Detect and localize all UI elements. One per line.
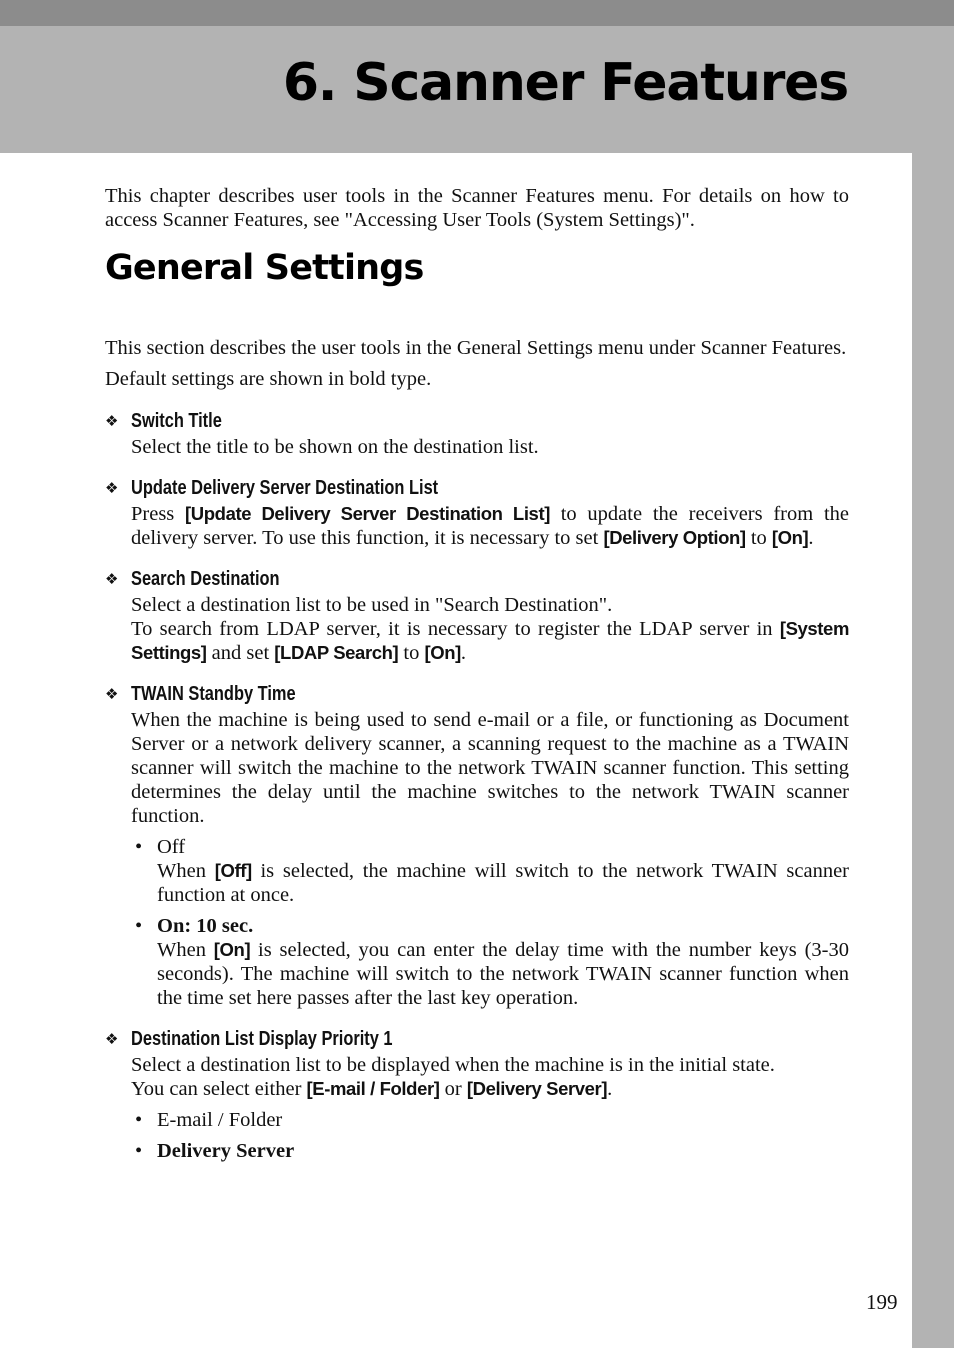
setting-description-ldap: To search from LDAP server, it is necessary to register the LDAP server in [System Settings] and set [LDAP Search] to [On]. <box>131 618 849 664</box>
key-email-folder: [E-mail / Folder] <box>306 1078 440 1099</box>
key-off: [Off] <box>214 860 252 881</box>
setting-description-options: You can select either [E-mail / Folder] or [Delivery Server]. <box>131 1078 613 1100</box>
option-delivery-server <box>131 1139 849 1163</box>
option-on-10-sec <box>131 914 849 1010</box>
diamond-icon: ❖ <box>105 479 119 497</box>
setting-description: When the machine is being used to send e-mail or a file, or functioning as Document Server or a network delivery scanner, a scanning request to the machine as a TWAIN scanner will switch the machine to the network TWAIN scanner function. This setting determines the delay until the machine switches to the network TWAIN scanner function. <box>131 709 849 827</box>
chapter-title: 6. Scanner Features <box>282 53 848 113</box>
setting-description: Select the title to be shown on the destination list. <box>131 436 539 458</box>
section-intro: This section describes the user tools in the General Settings menu under Scanner Features. <box>105 337 847 359</box>
default-settings-note: Default settings are shown in bold type. <box>105 368 432 390</box>
diamond-icon: ❖ <box>105 570 119 588</box>
diamond-icon: ❖ <box>105 412 119 430</box>
option-list <box>131 835 849 1010</box>
setting-title: Search Destination <box>131 568 280 590</box>
setting-update-delivery-server <box>105 476 849 550</box>
setting-twain-standby-time <box>105 682 849 1010</box>
option-description: When [Off] is selected, the machine will switch to the network TWAIN scanner function at once. <box>157 860 849 906</box>
chapter-header-band <box>0 26 954 153</box>
bullet-icon: • <box>135 1109 143 1131</box>
option-label-default: On: 10 sec. <box>157 915 254 937</box>
key-system-settings: [System Settings] <box>131 618 849 663</box>
key-delivery-server: [Delivery Server] <box>466 1078 608 1099</box>
bullet-icon: • <box>135 915 143 937</box>
setting-title: TWAIN Standby Time <box>131 683 296 705</box>
section-title: General Settings <box>105 248 424 288</box>
option-off <box>131 835 849 907</box>
setting-title: Update Delivery Server Destination List <box>131 477 439 499</box>
key-on: [On] <box>771 527 809 548</box>
option-description: When [On] is selected, you can enter the delay time with the number keys (3-30 seconds). The machine will switch to the network TWAIN scanner function when the time set here passes after the last key operation. <box>157 939 850 1009</box>
key-on: [On] <box>424 642 461 663</box>
bullet-icon: • <box>135 1140 143 1162</box>
top-bar <box>0 0 954 26</box>
page-number: 199 <box>866 1290 898 1314</box>
diamond-icon: ❖ <box>105 685 119 703</box>
option-email-folder <box>131 1108 849 1132</box>
setting-title: Switch Title <box>131 410 222 432</box>
option-list <box>131 1108 849 1163</box>
setting-description: Press [Update Delivery Server Destination List] to update the receivers from the delivery server. To use this function, it is necessary to set [Delivery Option] to [On]. <box>131 503 849 549</box>
setting-search-destination <box>105 567 849 665</box>
key-update-delivery-server-destination-list: [Update Delivery Server Destination List] <box>185 503 550 524</box>
setting-title: Destination List Display Priority 1 <box>131 1028 393 1050</box>
side-margin-band <box>912 153 954 1348</box>
option-label-default: Delivery Server <box>157 1140 295 1162</box>
setting-description: Select a destination list to be used in "Search Destination". <box>131 594 613 616</box>
setting-description: Select a destination list to be displayed when the machine is in the initial state. <box>131 1054 775 1076</box>
setting-switch-title <box>105 409 849 459</box>
key-delivery-option: [Delivery Option] <box>603 527 746 548</box>
setting-destination-list-display-priority <box>105 1027 849 1163</box>
chapter-intro: This chapter describes user tools in the Scanner Features menu. For details on how to access Scanner Features, see "Accessing User Tools (System Settings)". <box>105 185 849 231</box>
option-label: Off <box>157 836 186 858</box>
key-ldap-search: [LDAP Search] <box>274 642 399 663</box>
option-label: E-mail / Folder <box>157 1109 283 1131</box>
diamond-icon: ❖ <box>105 1030 119 1048</box>
bullet-icon: • <box>135 836 143 858</box>
key-on: [On] <box>213 939 251 960</box>
page-content <box>105 184 849 1180</box>
